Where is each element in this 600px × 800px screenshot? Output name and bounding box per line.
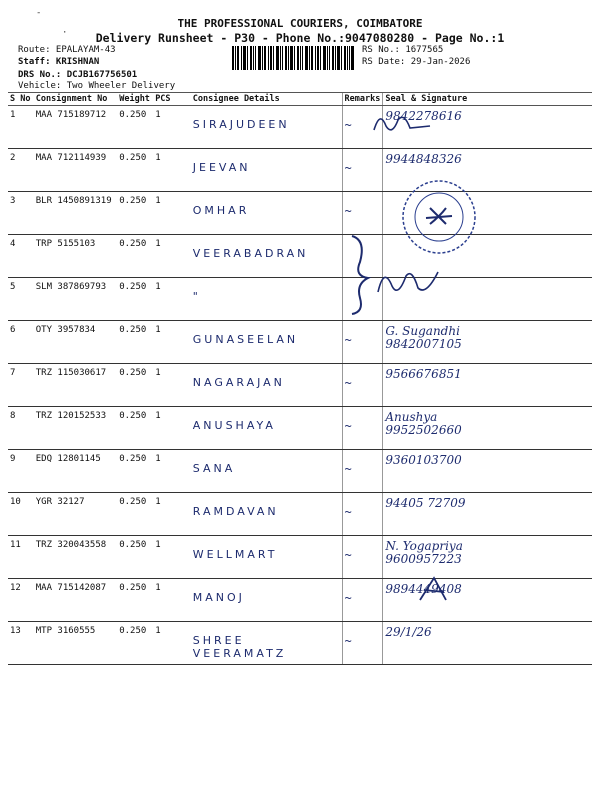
cell-remark: ~ <box>344 204 352 218</box>
cell-consignee: ANUSHAYA <box>192 419 276 432</box>
cell-remark: ~ <box>344 591 352 605</box>
cell-consignee: NAGARAJAN <box>192 376 285 389</box>
cell-consignment: MAA 715189712 <box>34 106 117 149</box>
cell-weight: 0.250 <box>117 192 153 235</box>
cell-pcs: 1 <box>153 192 191 235</box>
cell-consignment: TRZ 120152533 <box>34 407 117 450</box>
cell-weight: 0.250 <box>117 149 153 192</box>
cell-weight: 0.250 <box>117 235 153 278</box>
cell-pcs: 1 <box>153 579 191 622</box>
cell-sno: 9 <box>8 450 34 493</box>
cell-sno: 8 <box>8 407 34 450</box>
cell-remark: ~ <box>344 634 352 648</box>
staff-label: Staff: KRISHNAN <box>18 57 100 67</box>
cell-remark: ~ <box>344 376 352 390</box>
table-row <box>8 192 592 235</box>
cell-consignee: RAMDAVAN <box>192 505 279 518</box>
cell-consignee: MANOJ <box>192 591 245 604</box>
cell-remark: ~ <box>344 462 352 476</box>
cell-consignment: TRZ 320043558 <box>34 536 117 579</box>
signature-scribble <box>370 108 450 138</box>
cell-consignment: YGR 32127 <box>34 493 117 536</box>
cell-consignee: SANA <box>192 462 236 475</box>
cell-sno: 5 <box>8 278 34 321</box>
cell-consignment: TRZ 115030617 <box>34 364 117 407</box>
cell-remark: ~ <box>344 505 352 519</box>
cell-signature: N. Yogapriya 9600957223 <box>385 539 463 566</box>
cell-weight: 0.250 <box>117 321 153 364</box>
cell-consignment: SLM 387869793 <box>34 278 117 321</box>
cell-pcs: 1 <box>153 321 191 364</box>
cell-pcs: 1 <box>153 536 191 579</box>
cell-remark: ~ <box>344 419 352 433</box>
cell-signature: 9566676851 <box>385 367 462 381</box>
cell-sno: 13 <box>8 622 34 665</box>
table-row <box>8 364 592 407</box>
col-remarks: Remarks <box>342 93 383 106</box>
cell-pcs: 1 <box>153 622 191 665</box>
cell-consignee: WELLMART <box>192 548 278 561</box>
cell-pcs: 1 <box>153 149 191 192</box>
drs-label: DRS No.: DCJB167756501 <box>18 70 138 80</box>
runsheet-table <box>8 92 592 665</box>
table-row <box>8 149 592 192</box>
table-row <box>8 407 592 450</box>
cell-consignee: " <box>192 290 201 303</box>
col-weight: Weight <box>117 93 153 106</box>
cell-remark: ~ <box>344 118 352 132</box>
cell-remark: ~ <box>344 548 352 562</box>
cell-signature: 9894449408 <box>385 582 462 596</box>
runsheet-subtitle: Delivery Runsheet - P30 - Phone No.:9047080280 - Page No.:1 <box>95 31 505 45</box>
cell-signature: 9842278616 <box>385 109 462 123</box>
rs-number: RS No.: 1677565 <box>362 45 444 55</box>
cell-consignee: SIRAJUDEEN <box>192 118 290 131</box>
cell-weight: 0.250 <box>117 622 153 665</box>
table-row <box>8 450 592 493</box>
cell-consignee: OMHAR <box>192 204 250 217</box>
signature-scribble <box>372 262 452 302</box>
cell-weight: 0.250 <box>117 579 153 622</box>
table-row <box>8 106 592 149</box>
cell-remark: ~ <box>344 161 352 175</box>
cell-remark: ~ <box>344 333 352 347</box>
cell-consignee: VEERABADRAN <box>192 247 309 260</box>
cell-signature: 9944848326 <box>385 152 462 166</box>
cell-weight: 0.250 <box>117 364 153 407</box>
cell-pcs: 1 <box>153 407 191 450</box>
table-row <box>8 321 592 364</box>
cell-signature: 94405 72709 <box>385 496 466 510</box>
cell-signature: 29/1/26 <box>385 625 432 639</box>
col-pcs: PCS <box>153 93 191 106</box>
cell-consignee: GUNASEELAN <box>192 333 299 346</box>
col-consignment: Consignment No <box>34 93 117 106</box>
company-title: THE PROFESSIONAL COURIERS, COIMBATORE <box>177 17 423 30</box>
col-signature: Seal & Signature <box>383 93 592 106</box>
cell-pcs: 1 <box>153 235 191 278</box>
cell-sno: 6 <box>8 321 34 364</box>
cell-weight: 0.250 <box>117 106 153 149</box>
cell-sno: 3 <box>8 192 34 235</box>
col-sno: S No <box>8 93 34 106</box>
cell-pcs: 1 <box>153 493 191 536</box>
cell-weight: 0.250 <box>117 278 153 321</box>
cell-sno: 10 <box>8 493 34 536</box>
cell-sno: 4 <box>8 235 34 278</box>
cell-pcs: 1 <box>153 364 191 407</box>
scan-mark: - <box>36 8 42 18</box>
cell-consignment: OTY 3957834 <box>34 321 117 364</box>
cell-sno: 12 <box>8 579 34 622</box>
table-row <box>8 622 592 665</box>
cell-consignment: TRP 5155103 <box>34 235 117 278</box>
col-consignee: Consignee Details <box>191 93 342 106</box>
cell-signature: Anushya 9952502660 <box>385 410 462 437</box>
table-row <box>8 278 592 321</box>
cell-signature: G. Sugandhi 9842007105 <box>385 324 462 351</box>
company-seal-stamp <box>400 178 478 256</box>
table-row <box>8 493 592 536</box>
cell-consignment: MAA 712114939 <box>34 149 117 192</box>
cell-sno: 2 <box>8 149 34 192</box>
cell-consignment: BLR 1450891319 <box>34 192 117 235</box>
cell-weight: 0.250 <box>117 536 153 579</box>
route-label: Route: EPALAYAM-43 <box>18 45 116 55</box>
cell-sno: 11 <box>8 536 34 579</box>
cell-weight: 0.250 <box>117 493 153 536</box>
cell-consignment: MAA 715142087 <box>34 579 117 622</box>
cell-weight: 0.250 <box>117 450 153 493</box>
cell-pcs: 1 <box>153 106 191 149</box>
table-row <box>8 235 592 278</box>
barcode-image <box>232 46 354 70</box>
rs-date: RS Date: 29-Jan-2026 <box>362 57 471 67</box>
signature-scribble <box>414 574 454 604</box>
cell-signature: 9360103700 <box>385 453 462 467</box>
cell-sno: 7 <box>8 364 34 407</box>
cell-consignee: JEEVAN <box>192 161 251 174</box>
table-row <box>8 579 592 622</box>
table-row <box>8 536 592 579</box>
vehicle-label: Vehicle: Two Wheeler Delivery <box>18 81 176 91</box>
cell-consignment: EDQ 12801145 <box>34 450 117 493</box>
cell-pcs: 1 <box>153 450 191 493</box>
cell-weight: 0.250 <box>117 407 153 450</box>
scan-mark: · <box>62 28 68 38</box>
cell-pcs: 1 <box>153 278 191 321</box>
cell-consignee: SHREE VEERAMATZ <box>192 634 287 660</box>
cell-consignment: MTP 3160555 <box>34 622 117 665</box>
table-header-row <box>8 93 592 106</box>
cell-sno: 1 <box>8 106 34 149</box>
